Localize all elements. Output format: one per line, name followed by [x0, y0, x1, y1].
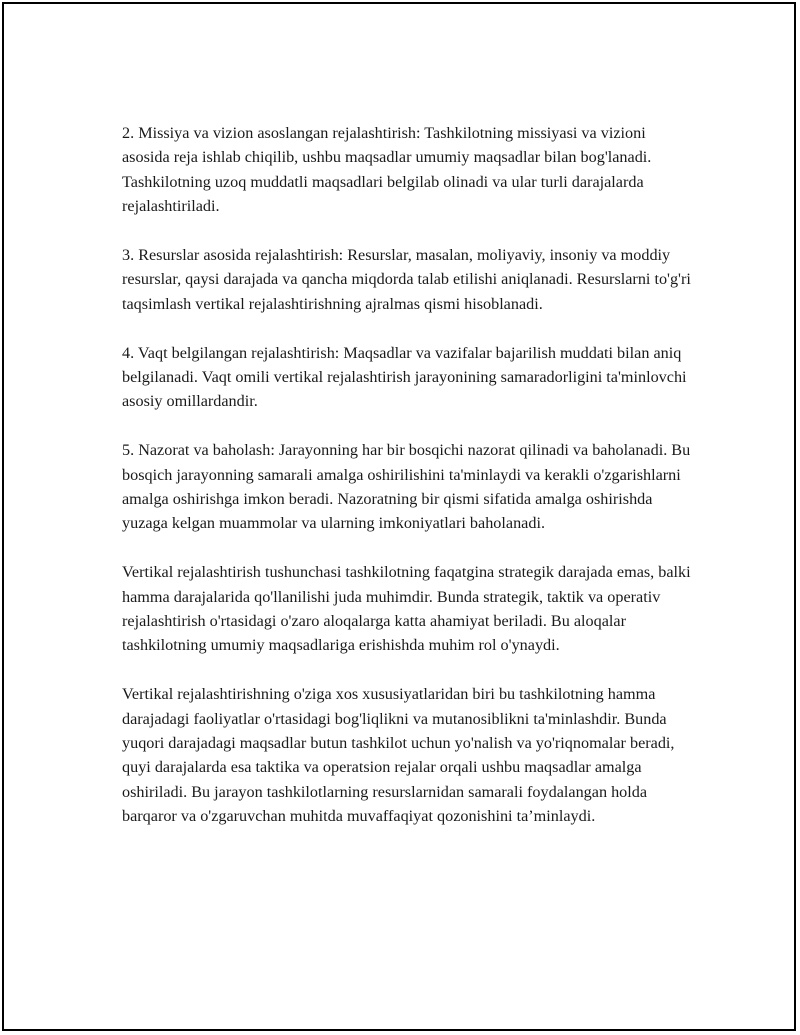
paragraph-time-based-planning: 4. Vaqt belgilangan rejalashtirish: Maqsadlar va vazifalar bajarilish muddati bilan aniq belgilanadi. Vaqt omili vertikal rejalashtirish jarayonining samaradorligini ta'minlovchi asosiy omillardandir. — [122, 343, 687, 411]
paragraph-control-evaluation: 5. Nazorat va baholash: Jarayonning har bir bosqichi nazorat qilinadi va baholanadi. Bu bosqich jarayonning samarali amalga oshirilishini ta'minlaydi va kerakli o'zgarishlarni amalga oshirishga imkon beradi. Nazoratning bir qismi sifatida amalga oshirishda yuzaga kelgan muammolar va ularning imkoniyatlari baholanadi. — [122, 441, 691, 533]
document-body — [122, 121, 694, 829]
paragraph-resource-based-planning: 3. Resurslar asosida rejalashtirish: Resurslar, masalan, moliyaviy, insoniy va moddiy resurslar, qaysi darajada va qancha miqdorda talab etilishi aniqlanadi. Resurslarni to'g'ri taqsimlash vertikal rejalashtirishning ajralmas qismi hisoblanadi. — [122, 246, 691, 313]
paragraph-vertical-planning-concept: Vertikal rejalashtirish tushunchasi tashkilotning faqatgina strategik darajada emas, balki hamma darajalarida qo'llanilishi juda muhimdir. Bunda strategik, taktik va operativ rejalashtirish o'rtasidagi o'zaro aloqalarga katta ahamiyat beriladi. Bu aloqalar tashkilotning umumiy maqsadlariga erishishda muhim rol o'ynaydi. — [122, 563, 691, 655]
paragraph-vertical-planning-features: Vertikal rejalashtirishning o'ziga xos xususiyatlaridan biri bu tashkilotning hamma darajadagi faoliyatlar o'rtasidagi bog'liqlikni va mutanosiblikni ta'minlashdir. Bunda yuqori darajadagi maqsadlar butun tashkilot uchun yo'nalish va yo'riqnomalar beradi, quyi darajalarda esa taktika va operatsion rejalar orqali ushbu maqsadlar amalga oshiriladi. Bu jarayon tashkilotlarning resurslarnidan samarali foydalangan holda barqaror va o'zgaruvchan muhitda muvaffaqiyat qozonishini ta’minlaydi. — [122, 685, 675, 826]
page-frame — [2, 2, 796, 1031]
paragraph-mission-vision-planning: 2. Missiya va vizion asoslangan rejalashtirish: Tashkilotning missiyasi va vizioni asosida reja ishlab chiqilib, ushbu maqsadlar umumiy maqsadlar bilan bog'lanadi. Tashkilotning uzoq muddatli maqsadlari belgilab olinadi va ular turli darajalarda rejalashtiriladi. — [122, 124, 652, 216]
